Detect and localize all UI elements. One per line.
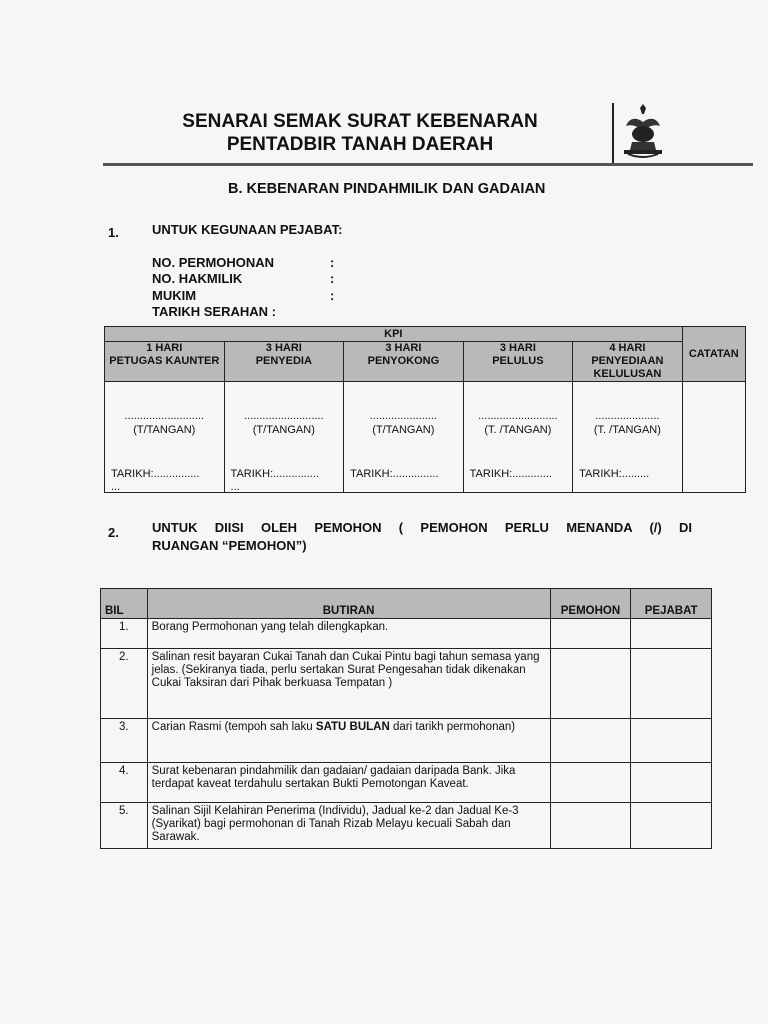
field-tarikh-serahan: TARIKH SERAHAN : bbox=[152, 304, 276, 319]
signature-line: .......................... bbox=[124, 410, 204, 422]
signature-line: .......................... bbox=[478, 410, 558, 422]
signature-cell bbox=[573, 382, 683, 493]
kpi-table bbox=[104, 326, 746, 493]
signature-line: ..................... bbox=[595, 410, 660, 422]
signature-cell bbox=[105, 382, 225, 493]
kpi-days: 3 HARI bbox=[385, 342, 422, 354]
row-description bbox=[147, 719, 550, 763]
kpi-col-header bbox=[344, 342, 464, 382]
field-colon: : bbox=[330, 271, 335, 286]
pejabat-checkbox[interactable] bbox=[631, 763, 712, 803]
date-text: TARIKH:............. bbox=[469, 468, 552, 480]
kpi-days: 3 HARI bbox=[265, 342, 302, 354]
pejabat-header: PEJABAT bbox=[631, 589, 712, 619]
pejabat-checkbox[interactable] bbox=[631, 803, 712, 849]
checklist-table bbox=[100, 588, 712, 849]
section-1-heading: UNTUK KEGUNAAN PEJABAT: bbox=[152, 222, 343, 237]
pemohon-checkbox[interactable] bbox=[550, 803, 631, 849]
date-text: TARIKH:............... bbox=[111, 468, 200, 480]
section-2-heading-line-2: RUANGAN “PEMOHON”) bbox=[152, 538, 307, 553]
kpi-col-header bbox=[463, 342, 573, 382]
kpi-col-header bbox=[105, 342, 225, 382]
kpi-role: PENYOKONG bbox=[367, 355, 440, 367]
date-text: TARIKH:............... bbox=[230, 468, 319, 480]
date-continuation: ... bbox=[230, 481, 240, 493]
pemohon-checkbox[interactable] bbox=[550, 719, 631, 763]
date-label bbox=[579, 468, 649, 481]
pejabat-checkbox[interactable] bbox=[631, 649, 712, 719]
kpi-group-header: KPI bbox=[105, 327, 683, 342]
title-line-2: PENTADBIR TANAH DAERAH bbox=[226, 134, 494, 155]
section-subtitle: B. KEBENARAN PINDAHMILIK DAN GADAIAN bbox=[228, 181, 546, 197]
header-rule bbox=[103, 163, 753, 166]
kpi-col-header bbox=[573, 342, 683, 382]
document-title bbox=[140, 110, 580, 156]
pemohon-checkbox[interactable] bbox=[550, 619, 631, 649]
signature-cell bbox=[344, 382, 464, 493]
signature-label: (T. /TANGAN) bbox=[593, 424, 661, 436]
pejabat-checkbox[interactable] bbox=[631, 719, 712, 763]
header-divider bbox=[612, 103, 614, 165]
row-number: 3. bbox=[101, 719, 148, 763]
section-2-heading-line-1: UNTUK DIISI OLEH PEMOHON ( PEMOHON PERLU MENANDA (/) DI bbox=[152, 520, 692, 535]
signature-label: (T. /TANGAN) bbox=[484, 424, 552, 436]
date-label bbox=[470, 468, 552, 481]
row-description: Salinan Sijil Kelahiran Penerima (Individu), Jadual ke-2 dan Jadual Ke-3 (Syarikat) bagi permohonan di Tanah Rizab Melayu kecuali Sabah dan Sarawak. bbox=[147, 803, 550, 849]
signature-cell bbox=[463, 382, 573, 493]
kpi-days: 1 HARI bbox=[146, 342, 183, 354]
state-crest-icon bbox=[618, 104, 668, 160]
date-label bbox=[111, 468, 199, 494]
checklist-row bbox=[101, 719, 712, 763]
row-number: 5. bbox=[101, 803, 148, 849]
field-no-permohonan: NO. PERMOHONAN bbox=[152, 255, 275, 270]
field-colon: : bbox=[330, 255, 335, 270]
row-text-bold: SATU BULAN bbox=[315, 721, 390, 733]
field-no-hakmilik: NO. HAKMILIK bbox=[152, 271, 243, 286]
date-label bbox=[231, 468, 319, 494]
signature-label: (T/TANGAN) bbox=[133, 424, 196, 436]
signature-line: .......................... bbox=[244, 410, 324, 422]
kpi-days: 3 HARI bbox=[499, 342, 536, 354]
section-1-number: 1. bbox=[108, 225, 119, 240]
row-number: 1. bbox=[101, 619, 148, 649]
date-label bbox=[350, 468, 438, 481]
kpi-role: PENYEDIAAN KELULUSAN bbox=[591, 355, 664, 380]
checklist-row bbox=[101, 803, 712, 849]
signature-line: ...................... bbox=[369, 410, 437, 422]
bil-header: BIL bbox=[101, 589, 148, 619]
row-number: 2. bbox=[101, 649, 148, 719]
kpi-role: PENYEDIA bbox=[255, 355, 312, 367]
pemohon-header: PEMOHON bbox=[550, 589, 631, 619]
row-description: Borang Permohonan yang telah dilengkapkan. bbox=[147, 619, 550, 649]
signature-label: (T/TANGAN) bbox=[252, 424, 315, 436]
pemohon-checkbox[interactable] bbox=[550, 763, 631, 803]
catatan-cell bbox=[682, 382, 745, 493]
row-number: 4. bbox=[101, 763, 148, 803]
kpi-col-header bbox=[224, 342, 344, 382]
title-line-1: SENARAI SEMAK SURAT KEBENARAN bbox=[182, 111, 538, 132]
row-description: Salinan resit bayaran Cukai Tanah dan Cukai Pintu bagi tahun semasa yang jelas. (Sekiranya tiada, perlu sertakan Surat Pengesahan tidak dikenakan Cukai Taksiran dari Pihak berkuasa Tempatan ) bbox=[147, 649, 550, 719]
date-text: TARIKH:............... bbox=[350, 468, 439, 480]
catatan-header: CATATAN bbox=[682, 327, 745, 382]
signature-cell bbox=[224, 382, 344, 493]
field-colon: : bbox=[330, 288, 335, 303]
pejabat-checkbox[interactable] bbox=[631, 619, 712, 649]
section-2-number: 2. bbox=[108, 525, 119, 540]
row-text: Carian Rasmi (tempoh sah laku bbox=[151, 721, 316, 733]
field-mukim: MUKIM bbox=[152, 288, 197, 303]
row-text-after: dari tarikh permohonan) bbox=[389, 721, 516, 733]
checklist-row bbox=[101, 649, 712, 719]
pemohon-checkbox[interactable] bbox=[550, 649, 631, 719]
date-continuation: ... bbox=[111, 481, 121, 493]
row-description: Surat kebenaran pindahmilik dan gadaian/ gadaian daripada Bank. Jika terdapat kaveat terdahulu sertakan Bukti Pemotongan Kaveat. bbox=[147, 763, 550, 803]
date-text: TARIKH:......... bbox=[579, 468, 650, 480]
kpi-role: PETUGAS KAUNTER bbox=[109, 355, 220, 367]
butiran-header: BUTIRAN bbox=[147, 589, 550, 619]
kpi-days: 4 HARI bbox=[609, 342, 646, 354]
signature-label: (T/TANGAN) bbox=[372, 424, 435, 436]
kpi-role: PELULUS bbox=[492, 355, 544, 367]
checklist-row bbox=[101, 619, 712, 649]
checklist-row bbox=[101, 763, 712, 803]
